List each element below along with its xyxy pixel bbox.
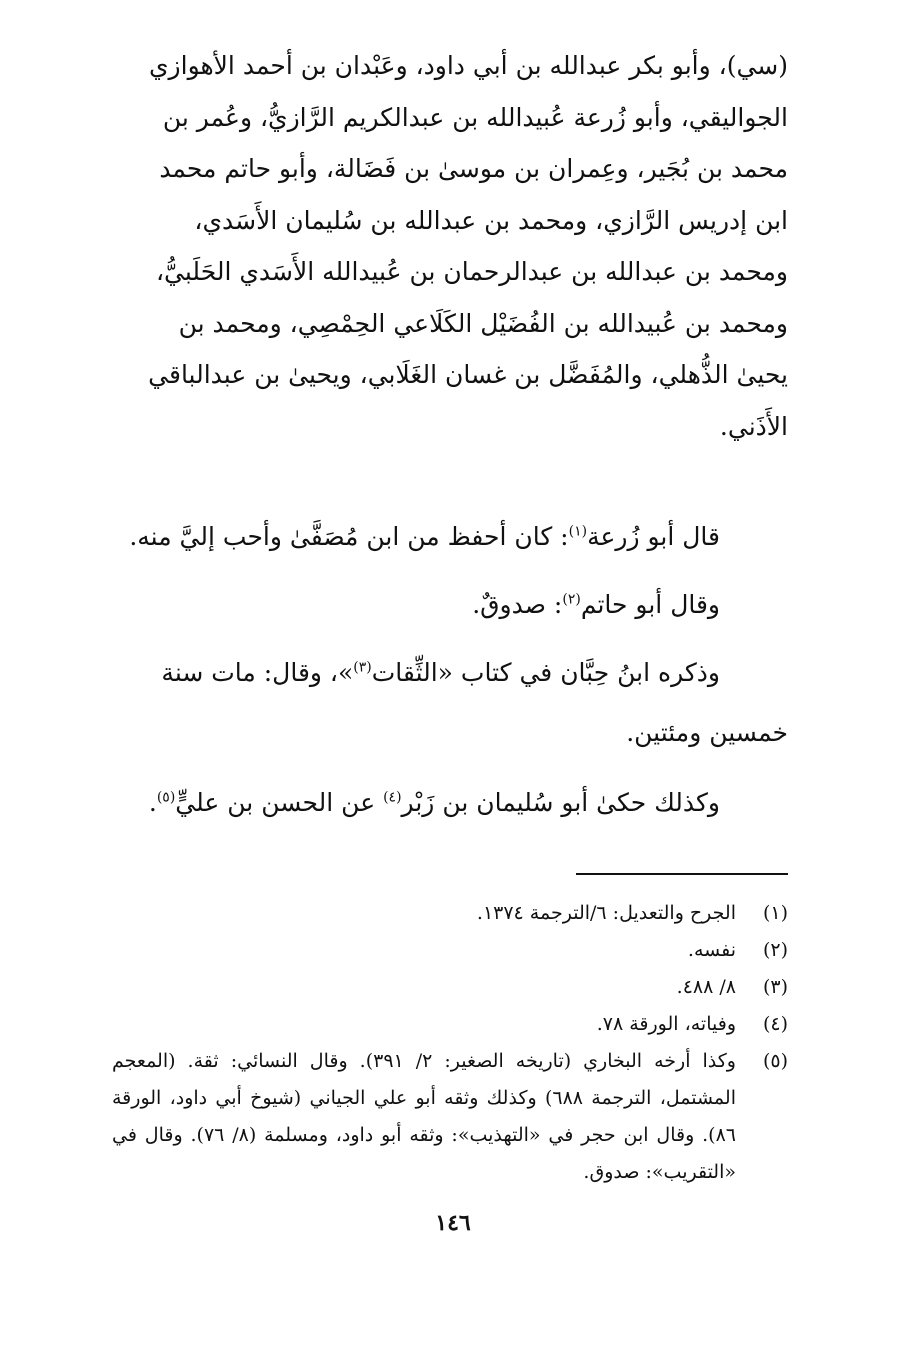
footnote-ref[interactable]: (٣) — [353, 659, 372, 676]
quote-text: وكذلك حكىٰ أبو سُليمان بن زَبْر — [401, 788, 720, 817]
footnote-text: الجرح والتعديل: ٦/الترجمة ١٣٧٤. — [476, 902, 736, 924]
footnote-separator — [576, 873, 788, 875]
text-line: الأَذَني. — [719, 411, 788, 441]
footnote-number: (٤) — [762, 1013, 788, 1035]
text-line: ومحمد بن عُبيدالله بن الفُضَيْل الكَلَاعي الحِمْصِي، ومحمد بن — [178, 308, 788, 338]
quote-text: وذكره ابنُ حِبَّان في كتاب «الثِّقات — [371, 658, 720, 687]
quote-text: . — [148, 788, 157, 817]
quote-abu-hatim — [112, 575, 788, 635]
quote-text: : صدوقٌ. — [472, 590, 563, 619]
footnote-text: نفسه. — [687, 939, 736, 961]
footnote-number: (٢) — [762, 939, 788, 961]
text-line: (سي)، وأبو بكر عبدالله بن أبي داود، وعَبْدان بن أحمد الأهوازي — [148, 51, 788, 80]
footnote-item — [112, 932, 788, 969]
quote-text: وقال أبو حاتم — [580, 590, 720, 619]
quote-abu-zura — [112, 507, 788, 567]
footnote-ref[interactable]: (٢) — [562, 591, 581, 608]
quote-text: »، وقال: مات سنة — [161, 658, 354, 687]
footnote-item — [112, 1006, 788, 1043]
text-line: ومحمد بن عبدالله بن عبدالرحمان بن عُبيدالله الأَسَدي الحَلَبيُّ، — [155, 257, 788, 286]
footnote-item — [112, 895, 788, 932]
quote-ibn-zabr — [112, 773, 788, 833]
footnote-number: (١) — [762, 902, 788, 924]
footnote-text: ٨/ ٤٨٨. — [676, 976, 736, 998]
text-line: الجواليقي، وأبو زُرعة عُبيدالله بن عبدالكريم الرَّازيُّ، وعُمر بن — [162, 102, 788, 132]
footnote-item — [112, 1043, 788, 1191]
quote-text: قال أبو زُرعة — [587, 522, 720, 551]
quote-text: عن الحسن بن عليٍّ — [175, 788, 384, 817]
footnote-number: (٣) — [762, 976, 788, 998]
quote-ibn-hibban — [112, 643, 788, 763]
footnote-ref[interactable]: (١) — [568, 523, 588, 540]
footnote-ref[interactable]: (٥) — [156, 789, 176, 806]
footnote-text: وفياته، الورقة ٧٨. — [596, 1013, 736, 1035]
narrators-paragraph — [112, 40, 788, 452]
footnote-text: وكذا أرخه البخاري (تاريخه الصغير: ٢/ ٣٩١). وقال النسائي: ثقة. (المعجم المشتمل، الترجمة ٦٨٨) وكذلك وثقه أبو علي الجياني (شيوخ أبي داود، الورقة ٨٦). وقال ابن حجر في «التهذيب»: وثقه أبو داود، ومسلمة (٨/ ٧٦). وقال في «التقريب»: صدوق. — [112, 1050, 736, 1183]
footnote-number: (٥) — [762, 1050, 788, 1072]
page-number: ١٤٦ — [435, 1210, 471, 1236]
footnote-ref[interactable]: (٤) — [383, 789, 402, 806]
quote-continuation: خمسين ومئتين. — [626, 718, 788, 747]
text-line: ابن إدريس الرَّازي، ومحمد بن عبدالله بن سُليمان الأَسَدي، — [194, 205, 788, 235]
footnotes — [112, 895, 788, 1191]
quote-text: : كان أحفظ من ابن مُصَفَّىٰ وأحب إليَّ منه. — [129, 522, 569, 551]
footnote-item — [112, 969, 788, 1006]
text-line: محمد بن بُجَير، وعِمران بن موسىٰ بن فَضَالة، وأبو حاتم محمد — [159, 154, 788, 183]
text-line: يحيىٰ الذُّهلي، والمُفَضَّل بن غسان الغَلَابي، ويحيىٰ بن عبدالباقي — [148, 360, 788, 389]
